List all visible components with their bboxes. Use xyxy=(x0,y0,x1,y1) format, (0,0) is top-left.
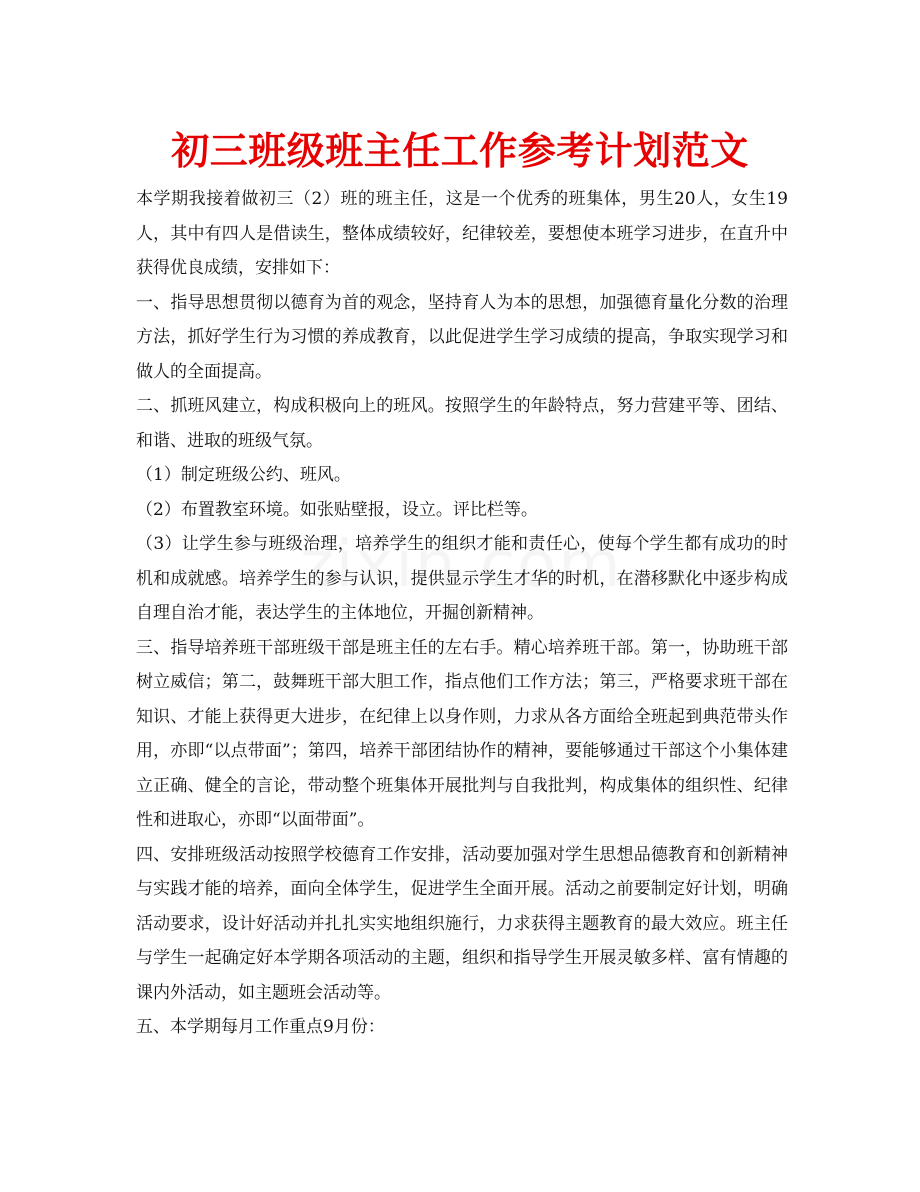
paragraph-section-3: 三、指导培养班干部班级干部是班主任的左右手。精心培养班干部。第一，协助班干部树立威信；第二，鼓舞班干部大胆工作，指点他们工作方法；第三，严格要求班干部在知识、才能上获得更大进步，在纪律上以身作则，力求从各方面给全班起到典范带头作用，亦即“以点带面”；第四，培养干部团结协作的精神，要能够通过干部这个小集体建立正确、健全的言论，带动整个班集体开展批判与自我批判，构成集体的组织性、纪律性和进取心，亦即“以面带面”。 xyxy=(136,637,788,830)
paragraph-intro: 本学期我接着做初三（2）班的班主任，这是一个优秀的班集体，男生20人，女生19人，其中有四人是借读生，整体成绩较好，纪律较差，要想使本班学习进步，在直升中获得优良成绩，安排如下： xyxy=(136,189,788,278)
paragraph-item-3: （3）让学生参与班级治理，培养学生的组织才能和责任心，使每个学生都有成功的时机和成就感。培养学生的参与认识，提供显示学生才华的时机，在潜移默化中逐步构成自理自治才能，表达学生的主体地位，开掘创新精神。 xyxy=(136,534,788,623)
paragraph-section-2: 二、抓班风建立，构成积极向上的班风。按照学生的年龄特点，努力营建平等、团结、和谐、进取的班级气氛。 xyxy=(136,396,788,451)
paragraph-section-4: 四、安排班级活动按照学校德育工作安排，活动要加强对学生思想品德教育和创新精神与实践才能的培养，面向全体学生，促进学生全面开展。活动之前要制定好计划，明确活动要求，设计好活动并扎扎实实地组织施行，力求获得主题教育的最大效应。班主任与学生一起确定好本学期各项活动的主题，组织和指导学生开展灵敏多样、富有情趣的课内外活动，如主题班会活动等。 xyxy=(136,844,788,1003)
paragraph-item-2: （2）布置教室环境。如张贴壁报，设立。评比栏等。 xyxy=(136,499,538,520)
paragraph-section-1: 一、指导思想贯彻以德育为首的观念，坚持育人为本的思想，加强德育量化分数的治理方法，抓好学生行为习惯的养成教育，以此促进学生学习成绩的提高，争取实现学习和做人的全面提高。 xyxy=(136,292,788,382)
document-body xyxy=(136,182,788,1045)
document-title: 初三班级班主任工作参考计划范文 xyxy=(171,129,749,173)
paragraph-item-1: （1）制定班级公约、班风。 xyxy=(136,465,351,485)
paragraph-section-5: 五、本学期每月工作重点9月份： xyxy=(136,1017,385,1037)
